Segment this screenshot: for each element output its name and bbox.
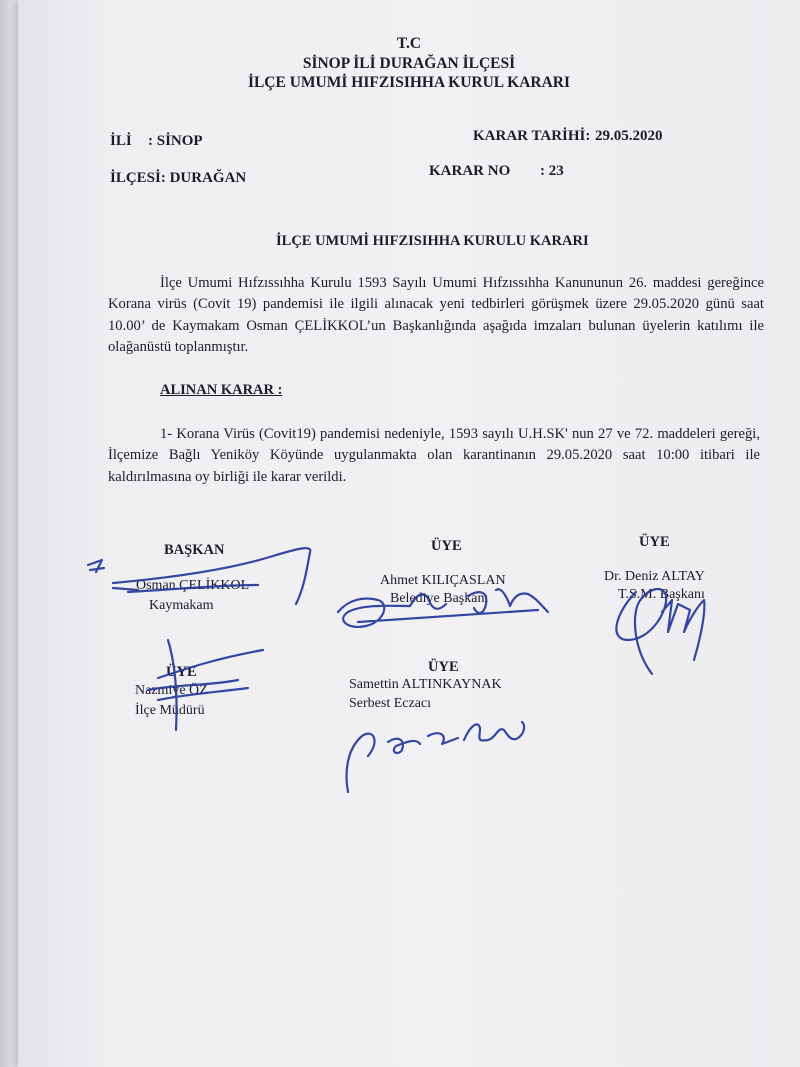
header-province: SİNOP İLİ DURAĞAN İLÇESİ	[302, 55, 516, 72]
ilce-label: İLÇESİ: DURAĞAN	[110, 170, 247, 186]
decision-heading: ALINAN KARAR :	[160, 382, 283, 398]
header-tc: T.C	[396, 35, 422, 52]
baskan-name: Osman ÇELİKKOL	[136, 578, 250, 593]
uye3-role: ÜYE	[166, 664, 197, 680]
uye2-name: Dr. Deniz ALTAY	[604, 569, 705, 584]
uye1-role: ÜYE	[431, 538, 462, 554]
background-edge	[0, 0, 18, 1067]
uye4-title: Serbest Eczacı	[349, 696, 432, 711]
uye2-role: ÜYE	[639, 534, 670, 550]
decision-paragraph: 1- Korana Virüs (Covit19) pandemisi nedeniyle, 1593 sayılı U.H.SK' nun 27 ve 72. maddeleri gereği, İlçemize Bağlı Yeniköy Köyünde uygulanmakta olan karantinanın 29.05.2020 saat 10:00 itibari ile kaldırılmasına oy birliği ile karar verildi.	[108, 425, 760, 485]
il-value: : SİNOP	[148, 133, 203, 149]
uye1-title: Belediye Başkanı	[390, 591, 489, 606]
uye3-name: Nazmiye ÖZ	[135, 683, 208, 698]
uye1-name: Ahmet KILIÇASLAN	[380, 573, 506, 588]
intro-paragraph: İlçe Umumi Hıfzıssıhha Kurulu 1593 Sayılı Umumi Hıfzıssıhha Kanununun 26. maddesi gereğince Korana virüs (Covit 19) pandemisi ile ilgili alınacak yeni tedbirleri görüşmek üzere 29.05.2020 günü saat 10.00’ de Kaymakam Osman ÇELİKKOL’un Başkanlığında aşağıda imzaları bulunan üyelerin katılımı ile olağanüstü toplanmıştır.	[108, 274, 764, 356]
section-title: İLÇE UMUMİ HIFZISIHHA KURULU KARARI	[276, 233, 589, 249]
signature-uye-mudur	[148, 640, 263, 730]
karar-no-label: KARAR NO	[429, 163, 511, 179]
signature-baskan	[88, 548, 310, 604]
uye3-title: İlçe Müdürü	[135, 703, 205, 718]
il-label: İLİ	[110, 133, 132, 149]
karar-tarihi-value: 29.05.2020	[595, 128, 663, 144]
signature-uye-eczaci	[347, 722, 525, 792]
baskan-role: BAŞKAN	[164, 542, 225, 558]
signature-uye-belediye	[338, 589, 548, 627]
header-board: İLÇE UMUMİ HIFZISIHHA KURUL KARARI	[247, 74, 571, 91]
document-page	[18, 0, 800, 1067]
karar-tarihi-label: KARAR TARİHİ:	[473, 128, 591, 144]
uye4-role: ÜYE	[428, 659, 459, 675]
uye4-name: Samettin ALTINKAYNAK	[349, 677, 502, 692]
signature-uye-tsm	[616, 589, 704, 674]
handwritten-signatures	[18, 0, 800, 800]
karar-no-value: : 23	[540, 163, 564, 179]
baskan-title: Kaymakam	[149, 598, 214, 613]
uye2-title: T.S.M. Başkanı	[618, 587, 705, 602]
